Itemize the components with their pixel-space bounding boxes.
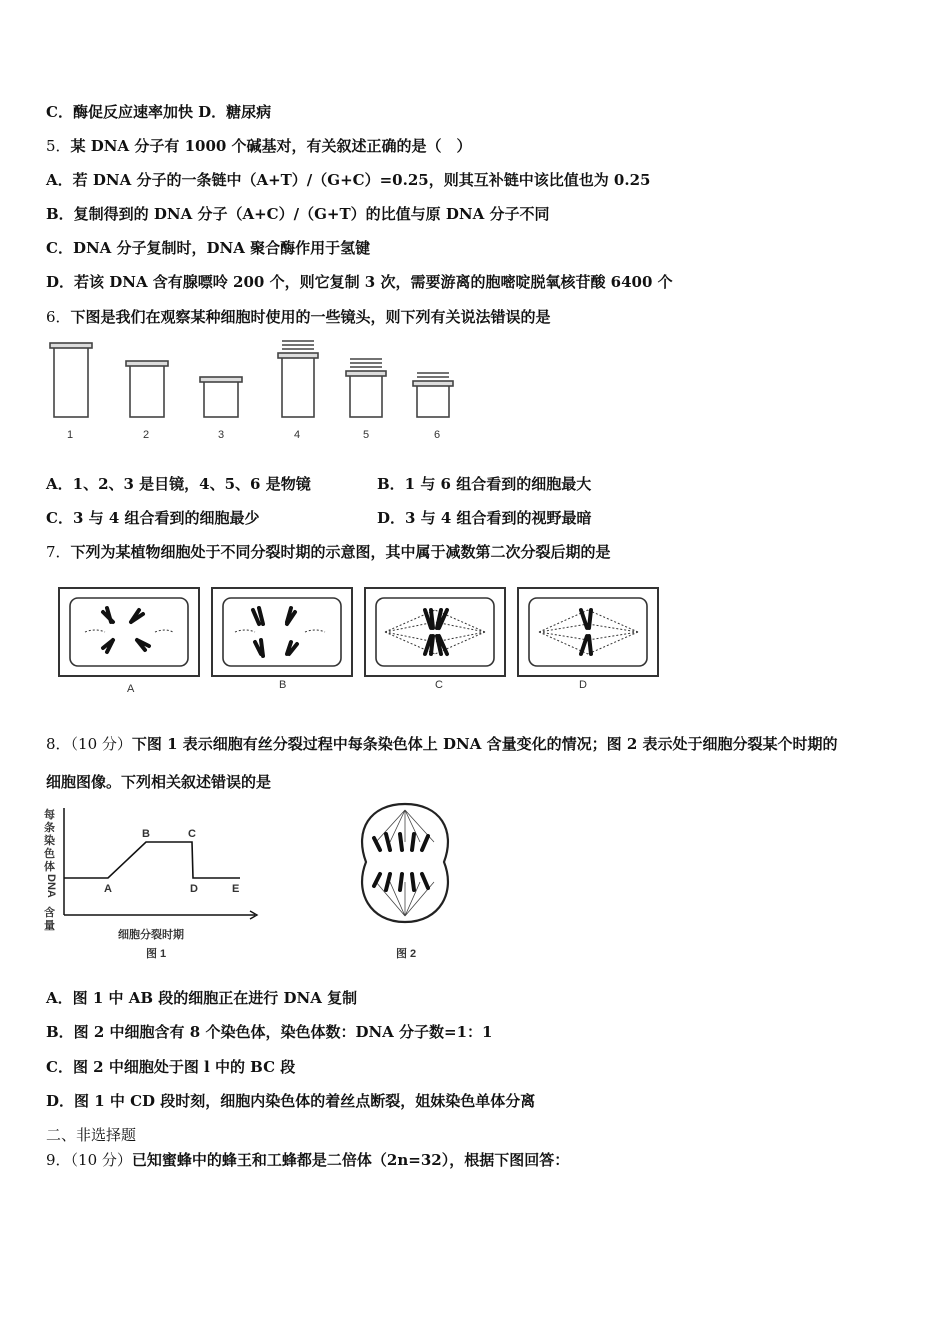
lens-1 bbox=[50, 343, 92, 417]
q7-stem-text: 下列为某植物细胞处于不同分裂时期的示意图，其中属于减数第二次分裂后期的是 bbox=[70, 543, 611, 561]
q8-score: （10 分） bbox=[70, 735, 132, 753]
plant-cell-figure bbox=[55, 580, 665, 695]
y-label-char-2: 条 bbox=[44, 822, 55, 834]
q8-option-b: B．图 2 中细胞含有 8 个染色体，染色体数：DNA 分子数=1：1 bbox=[46, 1023, 493, 1041]
q8-number: 8． bbox=[46, 735, 71, 753]
lens-3 bbox=[200, 377, 242, 417]
q9-stem bbox=[46, 1150, 569, 1170]
lens-label-4: 4 bbox=[294, 429, 301, 441]
lens-label-3: 3 bbox=[218, 429, 225, 441]
q9-stem-text: 已知蜜蜂中的蜂王和工蜂都是二倍体（2n=32），根据下图回答： bbox=[131, 1151, 570, 1169]
point-b: B bbox=[142, 828, 150, 840]
q5-option-a: A．若 DNA 分子的一条链中（A+T）/（G+C）=0.25，则其互补链中该比值也为 0.25 bbox=[46, 171, 651, 189]
cell-label-b: B bbox=[279, 679, 287, 691]
dna-curve bbox=[64, 842, 240, 878]
y-label-char-5: 体 bbox=[44, 861, 55, 873]
q7-number: 7． bbox=[46, 543, 71, 561]
section-heading: 二、非选择题 bbox=[46, 1126, 137, 1144]
cell-c bbox=[365, 588, 505, 676]
cell-b bbox=[212, 588, 352, 676]
lens-label-6: 6 bbox=[434, 429, 441, 441]
point-c: C bbox=[188, 828, 196, 840]
lens-label-1: 1 bbox=[67, 429, 74, 441]
y-label-char-3: 染 bbox=[44, 835, 55, 847]
dividing-cell-figure bbox=[362, 804, 448, 960]
q6-option-b: B．1 与 6 组合看到的细胞最大 bbox=[377, 475, 592, 493]
fig1-caption: 图 1 bbox=[146, 948, 167, 960]
point-d: D bbox=[190, 883, 198, 895]
q8-option-a: A．图 1 中 AB 段的细胞正在进行 DNA 复制 bbox=[46, 989, 358, 1007]
cell-label-a: A bbox=[127, 683, 135, 695]
x-axis-label: 细胞分裂时期 bbox=[118, 929, 184, 941]
y-label-char-8: 量 bbox=[44, 920, 55, 932]
q6-number: 6． bbox=[46, 308, 71, 326]
q5-stem-text: 某 DNA 分子有 1000 个碱基对，有关叙述正确的是（ ） bbox=[70, 137, 472, 155]
q8-stem-line-2: 细胞图像。下列相关叙述错误的是 bbox=[46, 773, 272, 791]
lens-4 bbox=[278, 341, 318, 417]
lens-label-5: 5 bbox=[363, 429, 370, 441]
q6-option-a: A．1、2、3 是目镜，4、5、6 是物镜 bbox=[46, 475, 311, 493]
q8-stem-line-1 bbox=[46, 734, 837, 754]
q7-stem bbox=[46, 542, 611, 562]
fig2-caption: 图 2 bbox=[396, 948, 417, 960]
lens-label-2: 2 bbox=[143, 429, 150, 441]
dna-content-graph bbox=[44, 807, 257, 960]
q6-option-d: D．3 与 4 组合看到的视野最暗 bbox=[377, 509, 592, 527]
q5-stem bbox=[46, 136, 472, 156]
y-label-char-4: 色 bbox=[44, 848, 55, 860]
cell-label-c: C bbox=[435, 679, 443, 691]
lens-2 bbox=[126, 361, 168, 417]
q5-number: 5． bbox=[46, 137, 71, 155]
q4-option-cd: C．酶促反应速率加快 D．糖尿病 bbox=[46, 103, 272, 121]
q6-option-c: C．3 与 4 组合看到的细胞最少 bbox=[46, 509, 260, 527]
q9-score: （10 分） bbox=[70, 1151, 132, 1169]
cell-label-d: D bbox=[579, 679, 587, 691]
point-e: E bbox=[232, 883, 240, 895]
q8-stem-text-1: 下图 1 表示细胞有丝分裂过程中每条染色体上 DNA 含量变化的情况；图 2 表示处于细胞分裂某个时期的 bbox=[131, 735, 838, 753]
q5-option-c: C．DNA 分子复制时，DNA 聚合酶作用于氢键 bbox=[46, 239, 371, 257]
q8-option-c: C．图 2 中细胞处于图 l 中的 BC 段 bbox=[46, 1058, 296, 1076]
y-label-char-1: 每 bbox=[44, 809, 55, 821]
y-label-dna: DNA bbox=[45, 874, 57, 898]
point-a: A bbox=[104, 883, 112, 895]
lens-5 bbox=[346, 359, 386, 417]
lens-6 bbox=[413, 373, 453, 417]
q6-stem bbox=[46, 307, 551, 327]
y-label-char-7: 含 bbox=[44, 907, 55, 919]
q8-figures bbox=[40, 800, 480, 968]
q5-option-d: D．若该 DNA 含有腺嘌呤 200 个，则它复制 3 次，需要游离的胞嘧啶脱氧核苷酸 6400 个 bbox=[46, 273, 673, 291]
q5-option-b: B．复制得到的 DNA 分子（A+C）/（G+T）的比值与原 DNA 分子不同 bbox=[46, 205, 550, 223]
q9-number: 9． bbox=[46, 1151, 71, 1169]
cell-d bbox=[518, 588, 658, 676]
lens-figure bbox=[40, 335, 470, 450]
cell-a bbox=[59, 588, 199, 676]
q8-option-d: D．图 1 中 CD 段时刻，细胞内染色体的着丝点断裂，姐妹染色单体分离 bbox=[46, 1092, 536, 1110]
q6-stem-text: 下图是我们在观察某种细胞时使用的一些镜头，则下列有关说法错误的是 bbox=[70, 308, 551, 326]
